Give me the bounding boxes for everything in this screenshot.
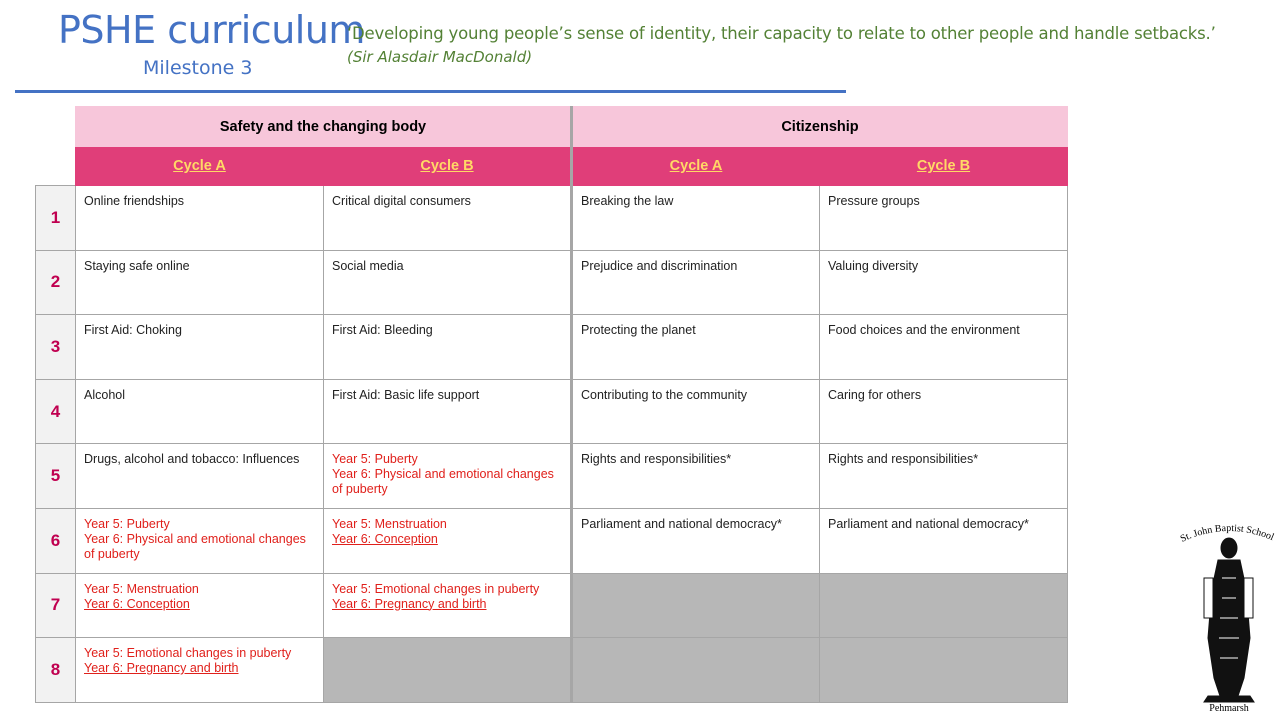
topic-text: First Aid: Choking xyxy=(84,323,182,338)
topic-text: Valuing diversity xyxy=(828,258,919,273)
cycle-header xyxy=(324,147,572,186)
topic-text: Prejudice and discrimination xyxy=(581,258,738,273)
topic-cell xyxy=(820,186,1068,251)
topic-text: Staying safe online xyxy=(84,258,190,273)
cycle-header xyxy=(820,147,1068,186)
topic-text: Parliament and national democracy* xyxy=(828,516,1029,531)
topic-text[interactable]: Year 6: Conception xyxy=(84,596,190,611)
topic-cell xyxy=(324,250,572,315)
topic-cell xyxy=(76,315,324,380)
table-row xyxy=(36,186,1068,251)
topic-text: First Aid: Basic life support xyxy=(332,387,480,402)
topic-text: Drugs, alcohol and tobacco: Influences xyxy=(84,452,300,467)
topic-cell xyxy=(572,508,820,573)
topic-text: Protecting the planet xyxy=(581,323,696,338)
topic-cell xyxy=(820,250,1068,315)
topic-text: Alcohol xyxy=(84,387,125,402)
row-number: 1 xyxy=(36,186,76,251)
title-divider xyxy=(15,90,846,93)
row-number: 3 xyxy=(36,315,76,380)
topic-text: Parliament and national democracy* xyxy=(581,516,782,531)
topic-text: Year 6: Physical and emotional changes of puberty xyxy=(332,467,554,497)
empty-cell xyxy=(820,638,1068,703)
table-row xyxy=(36,379,1068,444)
empty-cell xyxy=(820,573,1068,638)
logo-top-text: St. John Baptist School xyxy=(1178,522,1276,545)
topic-cell xyxy=(324,444,572,509)
group-header-safety: Safety and the changing body xyxy=(76,107,572,147)
topic-cell xyxy=(76,379,324,444)
topic-cell xyxy=(820,508,1068,573)
curriculum-table xyxy=(35,106,1068,703)
topic-cell xyxy=(572,444,820,509)
topic-text: Year 5: Emotional changes in puberty xyxy=(84,646,292,661)
group-header-citizenship: Citizenship xyxy=(572,107,1068,147)
topic-text: Year 5: Puberty xyxy=(84,516,170,531)
cycle-header xyxy=(76,147,324,186)
topic-cell xyxy=(572,315,820,380)
cycle-link[interactable]: Cycle A xyxy=(669,158,723,174)
cycle-link[interactable]: Cycle A xyxy=(173,158,226,174)
quote-text: ‘Developing young people’s sense of identity, their capacity to relate to other people and handle setbacks.’ xyxy=(347,24,1216,43)
topic-text[interactable]: Year 6: Pregnancy and birth xyxy=(84,661,239,676)
topic-cell xyxy=(324,508,572,573)
topic-text: Year 6: Physical and emotional changes of puberty xyxy=(84,531,306,561)
empty-cell xyxy=(572,573,820,638)
topic-cell xyxy=(76,250,324,315)
topic-cell xyxy=(324,573,572,638)
table-row xyxy=(36,250,1068,315)
empty-cell xyxy=(572,638,820,703)
topic-text: Rights and responsibilities* xyxy=(828,452,979,467)
table-row xyxy=(36,573,1068,638)
topic-text: First Aid: Bleeding xyxy=(332,323,433,338)
topic-text: Food choices and the environment xyxy=(828,323,1020,338)
page-title: PSHE curriculum xyxy=(58,8,365,52)
school-crest-logo xyxy=(1178,518,1280,714)
topic-text: Year 5: Menstruation xyxy=(84,581,199,596)
topic-text: Caring for others xyxy=(828,387,922,402)
topic-text: Year 5: Menstruation xyxy=(332,516,447,531)
empty-cell xyxy=(324,638,572,703)
table-row xyxy=(36,444,1068,509)
topic-cell xyxy=(572,186,820,251)
topic-cell xyxy=(76,638,324,703)
row-number: 2 xyxy=(36,250,76,315)
table-row xyxy=(36,638,1068,703)
table-corner xyxy=(36,147,76,186)
row-number: 5 xyxy=(36,444,76,509)
row-number: 6 xyxy=(36,508,76,573)
cycle-link[interactable]: Cycle B xyxy=(420,158,474,174)
row-number: 4 xyxy=(36,379,76,444)
page-subtitle: Milestone 3 xyxy=(143,57,253,79)
topic-text: Contributing to the community xyxy=(581,387,748,402)
topic-text: Pressure groups xyxy=(828,194,920,208)
quote-author: (Sir Alasdair MacDonald) xyxy=(347,48,533,66)
topic-cell xyxy=(820,444,1068,509)
topic-cell xyxy=(76,444,324,509)
topic-cell xyxy=(76,508,324,573)
table-row xyxy=(36,315,1068,380)
topic-text: Year 5: Emotional changes in puberty xyxy=(332,581,540,596)
topic-cell xyxy=(820,315,1068,380)
topic-cell xyxy=(324,186,572,251)
topic-text[interactable]: Year 6: Conception xyxy=(332,531,438,546)
topic-text: Year 5: Puberty xyxy=(332,452,418,467)
topic-cell xyxy=(76,186,324,251)
topic-cell xyxy=(820,379,1068,444)
logo-bottom-text: Pehmarsh xyxy=(1209,703,1249,714)
topic-text: Breaking the law xyxy=(581,194,674,208)
topic-text: Rights and responsibilities* xyxy=(581,452,732,467)
topic-text: Social media xyxy=(332,258,404,273)
topic-text: Critical digital consumers xyxy=(332,194,471,208)
row-number: 7 xyxy=(36,573,76,638)
table-corner xyxy=(36,107,76,147)
topic-cell xyxy=(572,250,820,315)
table-row xyxy=(36,508,1068,573)
topic-cell xyxy=(572,379,820,444)
cycle-header xyxy=(572,147,820,186)
topic-cell xyxy=(76,573,324,638)
topic-text[interactable]: Year 6: Pregnancy and birth xyxy=(332,596,487,611)
topic-cell xyxy=(324,379,572,444)
cycle-link[interactable]: Cycle B xyxy=(916,158,971,174)
row-number: 8 xyxy=(36,638,76,703)
topic-cell xyxy=(324,315,572,380)
topic-text: Online friendships xyxy=(84,194,185,208)
